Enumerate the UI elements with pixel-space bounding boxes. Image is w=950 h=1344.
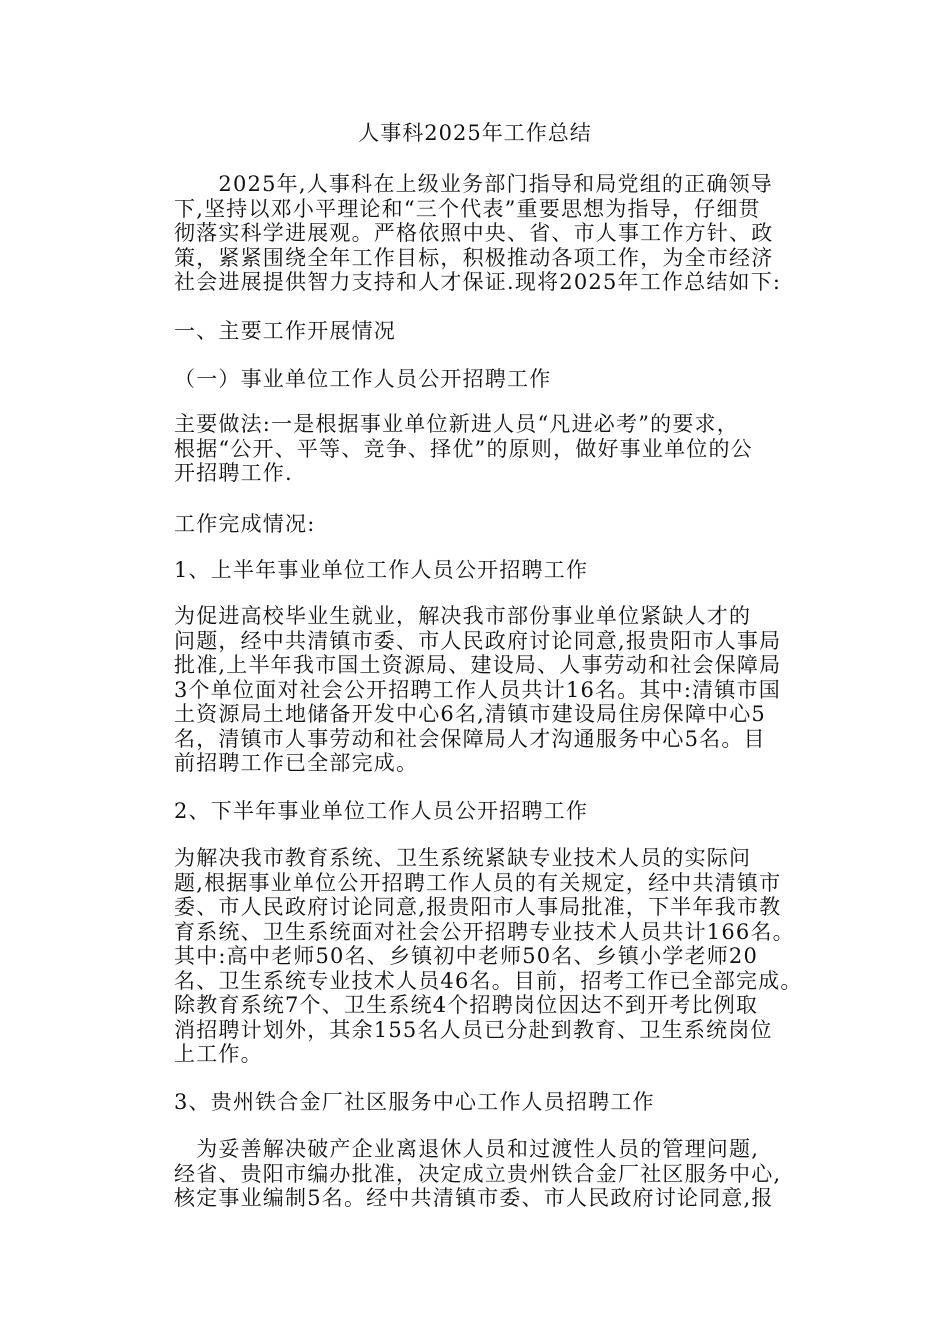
item1-line: 为促进高校毕业生就业，解决我市部份事业单位紧缺人才的 — [174, 604, 752, 628]
item3-line: 经省、贵阳市编办批准，决定成立贵州铁合金厂社区服务中心, — [174, 1161, 782, 1186]
item2-line: 上工作。 — [174, 1042, 263, 1066]
item1-line: 批准,上半年我市国土资源局、建设局、人事劳动和社会保障局 — [174, 653, 782, 677]
methods-line: 主要做法:一是根据事业单位新进人员“凡进必考”的要求， — [174, 412, 739, 436]
item3-line: 核定事业编制5名。经中共清镇市委、市人民政府讨论同意,报 — [174, 1186, 774, 1210]
item3-line: 为妥善解决破产企业离退休人员和过渡性人员的管理问题, — [174, 1137, 760, 1161]
intro-line: 策，紧紧围绕全年工作目标，积极推动各项工作，为全市经济 — [174, 245, 774, 270]
item3-heading: 3、贵州铁合金厂社区服务中心工作人员招聘工作 — [174, 1090, 655, 1114]
methods-line: 开招聘工作. — [174, 461, 293, 485]
item1-line: 前招聘工作已全部完成。 — [174, 751, 419, 775]
methods-line: 根据“公开、平等、竞争、择优”的原则，做好事业单位的公 — [174, 436, 753, 461]
section-heading-main-work: 一、主要工作开展情况 — [174, 319, 396, 343]
intro-line: 社会进展提供智力支持和人才保证.现将2025年工作总结如下: — [174, 270, 782, 294]
item2-line: 育系统、卫生系统面对社会公开招聘专业技术人员共计166名。 — [174, 919, 795, 944]
subsection-heading-recruitment: （一）事业单位工作人员公开招聘工作 — [174, 367, 552, 391]
intro-paragraph — [174, 172, 814, 295]
completion-heading: 工作完成情况: — [174, 512, 316, 536]
item2-line: 除教育系统7个、卫生系统4个招聘岗位因达不到开考比例取 — [174, 993, 759, 1017]
methods-paragraph — [174, 412, 814, 486]
item2-line: 其中:高中老师50名、乡镇初中老师50名、乡镇小学老师20 — [174, 944, 759, 968]
item1-line: 名，清镇市人事劳动和社会保障局人才沟通服务中心5名。目 — [174, 726, 766, 751]
item1-paragraph — [174, 604, 814, 776]
item2-line: 名、卫生系统专业技术人员46名。目前，招考工作已全部完成。 — [174, 968, 803, 993]
item2-line: 为解决我市教育系统、卫生系统紧缺专业技术人员的实际问 — [174, 846, 752, 870]
item1-line: 土资源局土地储备开发中心6名,清镇市建设局住房保障中心5 — [174, 702, 766, 726]
item3-paragraph — [174, 1137, 814, 1211]
document-title: 人事科2025年工作总结 — [358, 121, 592, 145]
intro-line: 下,坚持以邓小平理论和“三个代表”重要思想为指导，仔细贯 — [174, 196, 761, 221]
item2-heading: 2、下半年事业单位工作人员公开招聘工作 — [174, 799, 589, 823]
intro-line: 彻落实科学进展观。严格依照中央、省、市人事工作方针、政 — [174, 221, 774, 245]
item2-line: 委、市人民政府讨论同意,报贵阳市人事局批准，下半年我市教 — [174, 895, 782, 919]
item2-paragraph — [174, 846, 814, 1067]
item2-line: 消招聘计划外，其余155名人员已分赴到教育、卫生系统岗位 — [174, 1017, 773, 1042]
item1-line: 3个单位面对社会公开招聘工作人员共计16名。其中:清镇市国 — [174, 677, 781, 702]
intro-line: 2025年,人事科在上级业务部门指导和局党组的正确领导 — [174, 172, 773, 196]
item2-line: 题,根据事业单位公开招聘工作人员的有关规定，经中共清镇市 — [174, 870, 782, 895]
item1-line: 问题，经中共清镇市委、市人民政府讨论同意,报贵阳市人事局 — [174, 628, 782, 653]
item1-heading: 1、上半年事业单位工作人员公开招聘工作 — [174, 558, 589, 582]
